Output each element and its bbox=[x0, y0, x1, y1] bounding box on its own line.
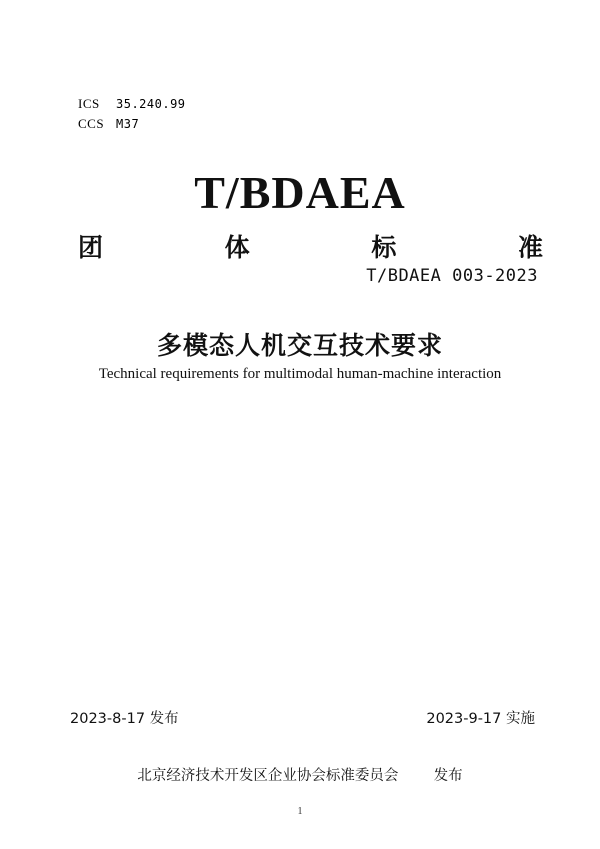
classification-codes bbox=[78, 96, 338, 136]
ics-code-row bbox=[78, 96, 338, 116]
date-row bbox=[70, 707, 535, 728]
release-date: 2023-8-17 发布 bbox=[70, 711, 179, 727]
category-char-3: 标 bbox=[371, 233, 397, 262]
issuer-action: 发布 bbox=[433, 768, 463, 784]
standard-category-label bbox=[78, 228, 543, 264]
category-char-2: 体 bbox=[224, 233, 250, 262]
standard-mark: T/BDAEA bbox=[194, 167, 406, 218]
ccs-value: M37 bbox=[116, 117, 140, 131]
issuer-organization: 北京经济技术开发区企业协会标准委员会 bbox=[137, 768, 399, 784]
page-subtitle-english: Technical requirements for multimodal human-machine interaction bbox=[98, 366, 502, 382]
issuer-line bbox=[0, 764, 600, 785]
ics-label: ICS bbox=[78, 96, 100, 111]
page-title: 多模态人机交互技术要求 bbox=[156, 331, 443, 360]
category-char-4: 准 bbox=[517, 233, 543, 262]
implementation-date: 2023-9-17 实施 bbox=[426, 711, 535, 727]
standard-number: T/BDAEA 003-2023 bbox=[366, 266, 538, 286]
ics-value: 35.240.99 bbox=[116, 97, 186, 111]
ccs-code-row bbox=[78, 116, 338, 136]
category-char-1: 团 bbox=[78, 233, 104, 262]
ccs-label: CCS bbox=[78, 116, 105, 131]
page-number: 1 bbox=[297, 806, 303, 817]
